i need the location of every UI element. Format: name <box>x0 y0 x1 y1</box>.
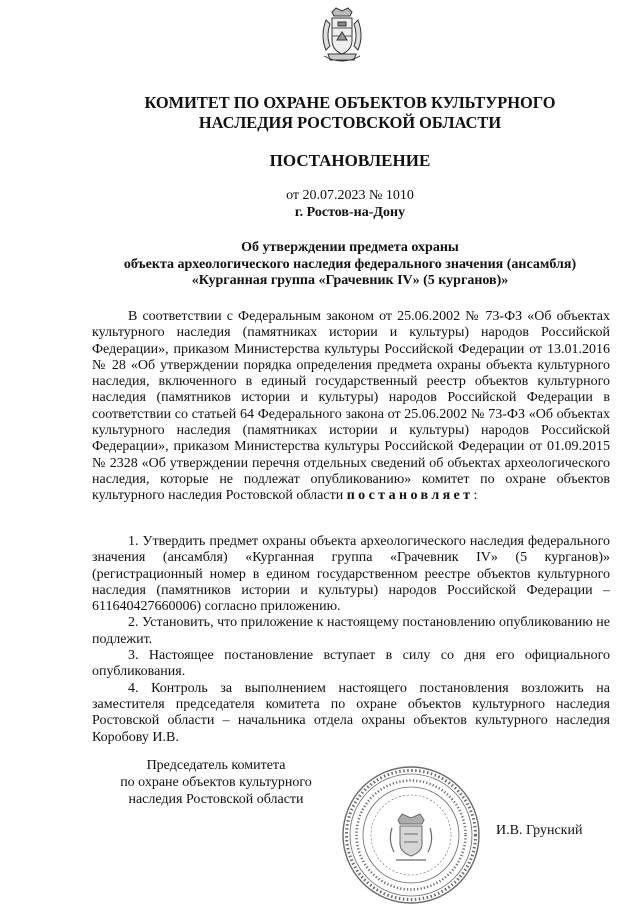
resolves-word: постановляет <box>346 488 474 504</box>
org-title-line-2: НАСЛЕДИЯ РОСТОВСКОЙ ОБЛАСТИ <box>198 113 502 132</box>
signatory-name: И.В. Грунский <box>496 823 583 838</box>
document-subject <box>60 240 640 290</box>
subject-line-2: объекта археологического наследия федерального значения (ансамбля) <box>123 256 577 272</box>
subject-line-3: «Курганная группа «Грачевник IV» (5 курганов)» <box>191 273 509 288</box>
document-type: ПОСТАНОВЛЕНИЕ <box>269 151 431 170</box>
resolution-item-4: 4. Контроль за выполнением настоящего постановления возложить на заместителя председателя комитета по охране объектов культурного наследия Ростовской области – начальника отдела охраны объектов культурного наследия Коробову И.В. <box>92 680 610 745</box>
signatory-position-line-3: наследия Ростовской области <box>128 792 304 807</box>
organization-title <box>60 93 640 133</box>
preamble-paragraph <box>92 309 610 505</box>
subject-line-1: Об утверждении предмета охраны <box>241 240 459 255</box>
resolution-item-2: 2. Установить, что приложение к настоящему постановлению опубликованию не подлежит. <box>92 615 610 647</box>
resolution-items <box>92 534 610 746</box>
official-seal-icon <box>338 762 484 908</box>
resolution-item-3: 3. Настоящее постановление вступает в силу со дня его официального опубликования. <box>92 648 610 680</box>
signatory-position <box>96 757 336 808</box>
document-city: г. Ростов-на-Дону <box>294 205 406 220</box>
signatory-position-line-2: по охране объектов культурного <box>120 775 312 790</box>
document-date-number: от 20.07.2023 № 1010 <box>286 188 414 203</box>
preamble-text: В соответствии с Федеральным законом от 25.06.2002 № 73-ФЗ «Об объектах культурного наследия (памятниках истории и культуры) народов Российской Федерации», приказом Министерства культуры Российской Федерации от 13.01.2016 № 28 «Об утверждении порядка определения предмета охраны объекта культурного наследия, включенного в единый государственный реестр объектов культурного наследия (памятников истории и культуры) народов Российской Федерации в соответствии со статьей 64 Федерального закона от 25.06.2002 № 73-ФЗ «Об объектах культурного наследия (памятниках истории и культуры) народов Российской Федерации», приказом Министерства культуры Российской Федерации от 01.09.2015 № 2328 «Об утверждении перечня отдельных сведений об объектах археологического наследия, которые не подлежат опубликованию» комитет по охране объектов культурного наследия Ростовской области <box>92 309 610 504</box>
coat-of-arms-icon <box>318 6 366 66</box>
signatory-position-line-1: Председатель комитета <box>146 758 286 773</box>
org-title-line-1: КОМИТЕТ ПО ОХРАНЕ ОБЪЕКТОВ КУЛЬТУРНОГО <box>144 93 556 112</box>
resolves-colon: : <box>473 488 478 504</box>
resolution-item-1: 1. Утвердить предмет охраны объекта археологического наследия федерального значения (ансамбля) «Курганная группа «Грачевник IV» (5 курганов)» (регистрационный номер в едином государственном реестре объектов культурного наследия (памятников истории и культуры) народов Российской Федерации – 611640427660006) согласно приложению. <box>92 534 610 615</box>
